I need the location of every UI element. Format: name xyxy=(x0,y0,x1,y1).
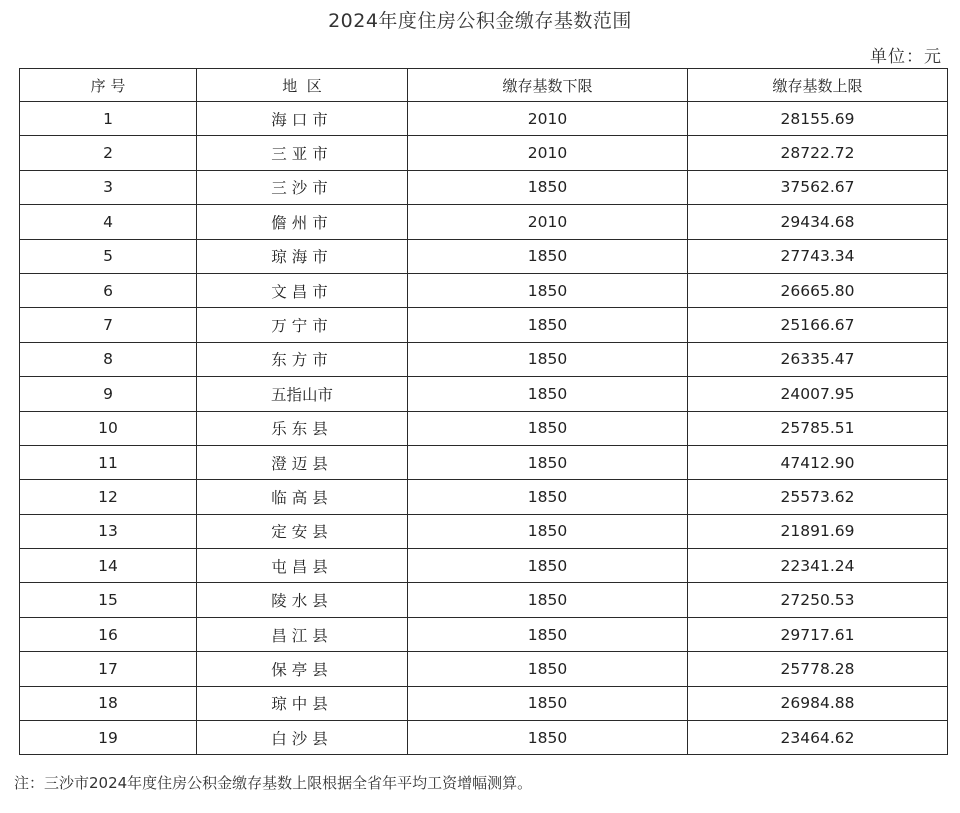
table-row xyxy=(20,239,948,273)
table-row xyxy=(20,308,948,342)
cell-upper-limit: 25785.51 xyxy=(688,411,948,445)
cell-seq: 11 xyxy=(20,445,197,479)
table-row xyxy=(20,445,948,479)
cell-lower-limit: 2010 xyxy=(408,102,688,136)
table-row xyxy=(20,273,948,307)
cell-region: 三沙市 xyxy=(197,170,408,204)
cell-region: 万宁市 xyxy=(197,308,408,342)
cell-upper-limit: 26335.47 xyxy=(688,342,948,376)
table-row xyxy=(20,583,948,617)
cell-region: 陵水县 xyxy=(197,583,408,617)
cell-upper-limit: 26984.88 xyxy=(688,686,948,720)
cell-seq: 14 xyxy=(20,549,197,583)
cell-upper-limit: 28722.72 xyxy=(688,136,948,170)
cell-upper-limit: 21891.69 xyxy=(688,514,948,548)
unit-label: 单位：元 xyxy=(870,47,942,67)
cell-seq: 18 xyxy=(20,686,197,720)
table-row xyxy=(20,102,948,136)
cell-upper-limit: 47412.90 xyxy=(688,445,948,479)
cell-seq: 1 xyxy=(20,102,197,136)
cell-region: 白沙县 xyxy=(197,721,408,755)
cell-lower-limit: 2010 xyxy=(408,136,688,170)
cell-upper-limit: 25573.62 xyxy=(688,480,948,514)
cell-lower-limit: 1850 xyxy=(408,721,688,755)
cell-upper-limit: 28155.69 xyxy=(688,102,948,136)
cell-seq: 15 xyxy=(20,583,197,617)
header-upper-limit: 缴存基数上限 xyxy=(688,69,948,102)
cell-upper-limit: 27743.34 xyxy=(688,239,948,273)
cell-upper-limit: 29717.61 xyxy=(688,617,948,651)
cell-lower-limit: 1850 xyxy=(408,652,688,686)
cell-upper-limit: 23464.62 xyxy=(688,721,948,755)
header-region: 地 区 xyxy=(197,69,408,102)
cell-upper-limit: 25166.67 xyxy=(688,308,948,342)
cell-upper-limit: 24007.95 xyxy=(688,377,948,411)
cell-upper-limit: 22341.24 xyxy=(688,549,948,583)
cell-upper-limit: 37562.67 xyxy=(688,170,948,204)
cell-region: 保亭县 xyxy=(197,652,408,686)
cell-region: 五指山市 xyxy=(197,377,408,411)
table-row xyxy=(20,205,948,239)
cell-lower-limit: 1850 xyxy=(408,549,688,583)
cell-lower-limit: 1850 xyxy=(408,480,688,514)
table-row xyxy=(20,170,948,204)
cell-seq: 13 xyxy=(20,514,197,548)
cell-lower-limit: 1850 xyxy=(408,411,688,445)
cell-upper-limit: 27250.53 xyxy=(688,583,948,617)
contribution-base-table xyxy=(19,68,948,755)
table-row xyxy=(20,652,948,686)
cell-lower-limit: 1850 xyxy=(408,617,688,651)
cell-lower-limit: 1850 xyxy=(408,377,688,411)
footnote: 注：三沙市2024年度住房公积金缴存基数上限根据全省年平均工资增幅测算。 xyxy=(14,774,533,792)
cell-seq: 17 xyxy=(20,652,197,686)
table-row xyxy=(20,549,948,583)
cell-seq: 6 xyxy=(20,273,197,307)
cell-seq: 7 xyxy=(20,308,197,342)
cell-seq: 10 xyxy=(20,411,197,445)
cell-seq: 9 xyxy=(20,377,197,411)
cell-seq: 19 xyxy=(20,721,197,755)
cell-lower-limit: 1850 xyxy=(408,308,688,342)
cell-lower-limit: 1850 xyxy=(408,239,688,273)
cell-region: 定安县 xyxy=(197,514,408,548)
cell-region: 东方市 xyxy=(197,342,408,376)
table-row xyxy=(20,514,948,548)
table-row xyxy=(20,686,948,720)
cell-lower-limit: 1850 xyxy=(408,445,688,479)
cell-lower-limit: 2010 xyxy=(408,205,688,239)
cell-lower-limit: 1850 xyxy=(408,170,688,204)
header-seq: 序 号 xyxy=(20,69,197,102)
table-row xyxy=(20,480,948,514)
cell-lower-limit: 1850 xyxy=(408,273,688,307)
cell-seq: 8 xyxy=(20,342,197,376)
table-row xyxy=(20,377,948,411)
table-row xyxy=(20,411,948,445)
cell-lower-limit: 1850 xyxy=(408,514,688,548)
table-row xyxy=(20,136,948,170)
page-title: 2024年度住房公积金缴存基数范围 xyxy=(328,10,632,32)
header-lower-limit: 缴存基数下限 xyxy=(408,69,688,102)
cell-seq: 16 xyxy=(20,617,197,651)
cell-region: 临高县 xyxy=(197,480,408,514)
cell-lower-limit: 1850 xyxy=(408,686,688,720)
cell-seq: 4 xyxy=(20,205,197,239)
cell-region: 琼中县 xyxy=(197,686,408,720)
cell-upper-limit: 25778.28 xyxy=(688,652,948,686)
cell-region: 儋州市 xyxy=(197,205,408,239)
cell-lower-limit: 1850 xyxy=(408,342,688,376)
cell-seq: 5 xyxy=(20,239,197,273)
cell-region: 琼海市 xyxy=(197,239,408,273)
cell-region: 三亚市 xyxy=(197,136,408,170)
table-row xyxy=(20,342,948,376)
cell-region: 海口市 xyxy=(197,102,408,136)
cell-region: 文昌市 xyxy=(197,273,408,307)
cell-lower-limit: 1850 xyxy=(408,583,688,617)
cell-seq: 12 xyxy=(20,480,197,514)
cell-seq: 3 xyxy=(20,170,197,204)
cell-seq: 2 xyxy=(20,136,197,170)
table-row xyxy=(20,721,948,755)
table-row xyxy=(20,617,948,651)
cell-region: 屯昌县 xyxy=(197,549,408,583)
cell-region: 澄迈县 xyxy=(197,445,408,479)
cell-upper-limit: 26665.80 xyxy=(688,273,948,307)
cell-upper-limit: 29434.68 xyxy=(688,205,948,239)
cell-region: 乐东县 xyxy=(197,411,408,445)
cell-region: 昌江县 xyxy=(197,617,408,651)
table-header-row xyxy=(20,69,948,102)
